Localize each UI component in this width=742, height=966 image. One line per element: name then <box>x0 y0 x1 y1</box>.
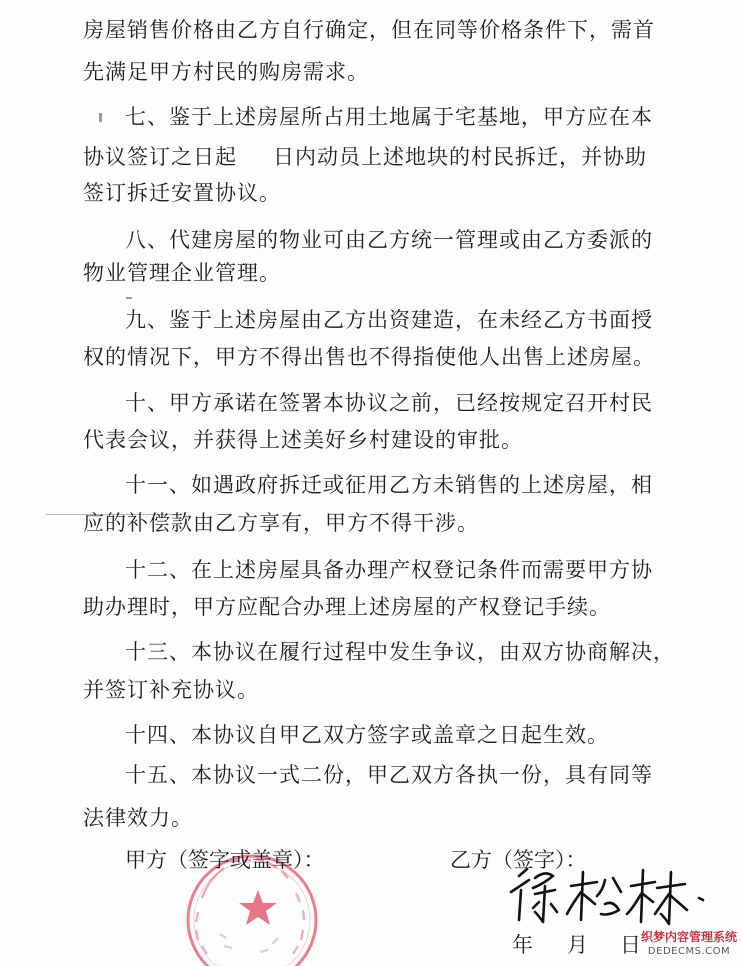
clause-7-line-3: 签订拆迁安置协议。 <box>83 181 281 205</box>
clause-14-line-1: 十四、本协议自甲乙双方签字或盖章之日起生效。 <box>125 723 609 747</box>
date-year-label: 年 <box>512 933 533 957</box>
handwritten-signature <box>505 864 710 930</box>
clause-7-line-2-after-blank: 日内动员上述地块的村民拆迁，并协助 <box>273 145 647 169</box>
scan-mark <box>99 113 102 122</box>
intro-line-2: 先满足甲方村民的购房需求。 <box>83 60 369 84</box>
clause-10-line-2: 代表会议，并获得上述美好乡村建设的审批。 <box>83 428 523 452</box>
clause-8-line-1: 八、代建房屋的物业可由乙方统一管理或由乙方委派的 <box>125 228 653 252</box>
date-day-label: 日 <box>620 933 641 957</box>
party-a-signature-label: 甲方（签字或盖章）： <box>125 848 325 872</box>
clause-9-line-2: 权的情况下，甲方不得出售也不得指使他人出售上述房屋。 <box>83 345 655 369</box>
clause-13-line-1: 十三、本协议在履行过程中发生争议，由双方协商解决， <box>125 640 675 664</box>
date-month-label: 月 <box>567 933 588 957</box>
party-b-signature-label: 乙方（签字）： <box>450 848 587 872</box>
clause-15-line-2: 法律效力。 <box>83 806 193 830</box>
scan-mark <box>126 297 132 299</box>
intro-line-1: 房屋销售价格由乙方自行确定，但在同等价格条件下，需首 <box>83 18 655 42</box>
clause-12-line-1: 十二、在上述房屋具备办理产权登记条件而需要甲方协 <box>125 558 653 582</box>
clause-15-line-1: 十五、本协议一式二份，甲乙双方各执一份，具有同等 <box>125 763 653 787</box>
watermark-title: 织梦内容管理系统 <box>640 930 737 944</box>
site-watermark <box>638 929 740 965</box>
watermark-domain: DEDECMS.COM <box>647 946 731 957</box>
clause-12-line-2: 助办理时，甲方应配合办理上述房屋的产权登记手续。 <box>83 595 611 619</box>
clause-11-line-1: 十一、如遇政府拆迁或征用乙方未销售的上述房屋，相 <box>125 473 653 497</box>
clause-13-line-2: 并签订补充协议。 <box>83 678 259 702</box>
clause-7-line-2-before-blank: 协议签订之日起 <box>83 145 237 169</box>
clause-9-line-1: 九、鉴于上述房屋由乙方出资建造，在未经乙方书面授 <box>125 308 653 332</box>
clause-11-line-2: 应的补偿款由乙方享有，甲方不得干涉。 <box>83 511 479 535</box>
clause-7-line-2 <box>83 145 647 169</box>
clause-7-line-1: 七、鉴于上述房屋所占用土地属于宅基地，甲方应在本 <box>125 105 653 129</box>
clause-10-line-1: 十、甲方承诺在签署本协议之前，已经按规定召开村民 <box>125 391 653 415</box>
clause-8-line-2: 物业管理企业管理。 <box>83 261 281 285</box>
